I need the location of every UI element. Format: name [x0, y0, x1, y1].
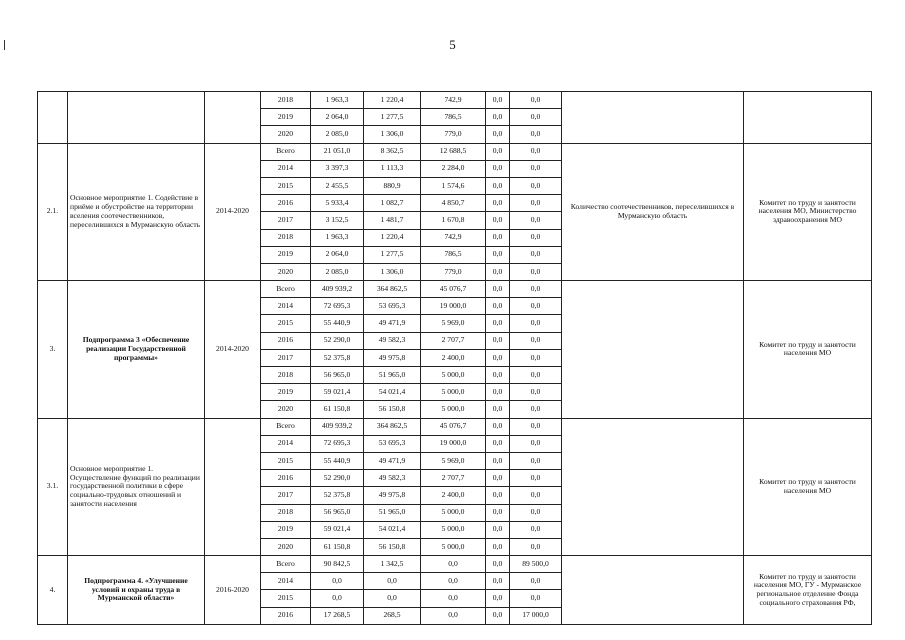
value-cell: 0,0: [486, 126, 510, 143]
value-cell: 0,0: [510, 538, 562, 555]
item-number: [38, 92, 68, 144]
value-cell: 364 862,5: [364, 281, 421, 298]
value-cell: 19 000,0: [421, 298, 486, 315]
value-cell: 0,0: [486, 195, 510, 212]
year-cell: 2017: [261, 212, 311, 229]
value-cell: 0,0: [486, 212, 510, 229]
value-cell: 49 975,8: [364, 349, 421, 366]
value-cell: 0,0: [510, 349, 562, 366]
value-cell: 0,0: [486, 315, 510, 332]
value-cell: 0,0: [421, 556, 486, 573]
value-cell: 49 582,3: [364, 470, 421, 487]
item-number: 3.: [38, 281, 68, 419]
item-title: [68, 92, 205, 144]
table-row: [38, 418, 872, 435]
value-cell: 5 000,0: [421, 504, 486, 521]
value-cell: 89 500,0: [510, 556, 562, 573]
value-cell: 0,0: [486, 556, 510, 573]
value-cell: 0,0: [421, 590, 486, 607]
year-cell: Всего: [261, 281, 311, 298]
value-cell: 0,0: [486, 109, 510, 126]
value-cell: 742,9: [421, 92, 486, 109]
value-cell: 0,0: [510, 212, 562, 229]
year-cell: 2019: [261, 384, 311, 401]
value-cell: 0,0: [510, 332, 562, 349]
value-cell: 5 000,0: [421, 384, 486, 401]
year-cell: 2020: [261, 538, 311, 555]
value-cell: 53 695,3: [364, 298, 421, 315]
target-indicator: [562, 281, 744, 419]
value-cell: 1 113,3: [364, 160, 421, 177]
value-cell: 52 290,0: [311, 470, 364, 487]
value-cell: 2 455,5: [311, 177, 364, 194]
value-cell: 1 306,0: [364, 263, 421, 280]
value-cell: 0,0: [486, 418, 510, 435]
value-cell: 0,0: [486, 298, 510, 315]
year-cell: 2015: [261, 315, 311, 332]
year-cell: Всего: [261, 556, 311, 573]
item-title: Основное мероприятие 1. Содействие в приёме и обустройстве на территории вселения соотечественников, переселившихся в Мурманскую область: [68, 143, 205, 281]
value-cell: 0,0: [486, 401, 510, 418]
value-cell: 0,0: [421, 573, 486, 590]
value-cell: 54 021,4: [364, 521, 421, 538]
value-cell: 5 000,0: [421, 401, 486, 418]
year-cell: 2020: [261, 401, 311, 418]
value-cell: 0,0: [510, 418, 562, 435]
table-row: [38, 143, 872, 160]
value-cell: 52 375,8: [311, 349, 364, 366]
item-period: [205, 92, 261, 144]
value-cell: 1 342,5: [364, 556, 421, 573]
program-funding-table: [37, 91, 872, 625]
value-cell: 2 707,7: [421, 332, 486, 349]
value-cell: 2 064,0: [311, 109, 364, 126]
value-cell: 1 963,3: [311, 92, 364, 109]
year-cell: 2018: [261, 92, 311, 109]
value-cell: 0,0: [510, 109, 562, 126]
value-cell: 0,0: [486, 263, 510, 280]
year-cell: 2018: [261, 229, 311, 246]
year-cell: Всего: [261, 418, 311, 435]
value-cell: 8 362,5: [364, 143, 421, 160]
value-cell: 49 471,9: [364, 452, 421, 469]
value-cell: 1 220,4: [364, 229, 421, 246]
value-cell: 0,0: [486, 452, 510, 469]
value-cell: 0,0: [486, 607, 510, 624]
value-cell: 1 082,7: [364, 195, 421, 212]
value-cell: 1 670,8: [421, 212, 486, 229]
value-cell: 1 963,3: [311, 229, 364, 246]
value-cell: 0,0: [421, 607, 486, 624]
value-cell: 0,0: [311, 573, 364, 590]
value-cell: 59 021,4: [311, 521, 364, 538]
year-cell: Всего: [261, 143, 311, 160]
value-cell: 21 051,0: [311, 143, 364, 160]
responsible-executor: Комитет по труду и занятости населения МО, Министерство здравоохранения МО: [744, 143, 872, 281]
value-cell: 45 076,7: [421, 281, 486, 298]
value-cell: 3 152,5: [311, 212, 364, 229]
value-cell: 0,0: [510, 315, 562, 332]
item-title: Подпрограмма 3 «Обеспечение реализации Государственной программы»: [68, 281, 205, 419]
value-cell: 2 085,0: [311, 126, 364, 143]
year-cell: 2015: [261, 177, 311, 194]
value-cell: 59 021,4: [311, 384, 364, 401]
value-cell: 1 220,4: [364, 92, 421, 109]
item-period: 2014-2020: [205, 281, 261, 419]
value-cell: 786,5: [421, 109, 486, 126]
responsible-executor: Комитет по труду и занятости населения МО, ГУ - Мурманское региональное отделение Фонда социального страхования РФ,: [744, 556, 872, 625]
value-cell: 0,0: [510, 143, 562, 160]
value-cell: 5 969,0: [421, 315, 486, 332]
item-period: [205, 418, 261, 556]
value-cell: 49 975,8: [364, 487, 421, 504]
value-cell: 51 965,0: [364, 504, 421, 521]
value-cell: 0,0: [486, 92, 510, 109]
value-cell: 0,0: [486, 521, 510, 538]
year-cell: 2016: [261, 607, 311, 624]
value-cell: 0,0: [486, 349, 510, 366]
year-cell: 2016: [261, 470, 311, 487]
value-cell: 0,0: [510, 504, 562, 521]
value-cell: 0,0: [510, 160, 562, 177]
value-cell: 0,0: [311, 590, 364, 607]
value-cell: 2 400,0: [421, 349, 486, 366]
value-cell: 72 695,3: [311, 298, 364, 315]
value-cell: 0,0: [486, 470, 510, 487]
year-cell: 2019: [261, 521, 311, 538]
page-number: 5: [449, 37, 456, 52]
value-cell: 2 284,0: [421, 160, 486, 177]
scan-edge-mark: [4, 40, 5, 50]
value-cell: 45 076,7: [421, 418, 486, 435]
value-cell: 0,0: [510, 177, 562, 194]
value-cell: 779,0: [421, 126, 486, 143]
table-row: [38, 92, 872, 109]
value-cell: 2 085,0: [311, 263, 364, 280]
value-cell: 0,0: [510, 487, 562, 504]
value-cell: 0,0: [510, 195, 562, 212]
value-cell: 0,0: [486, 143, 510, 160]
value-cell: 0,0: [486, 177, 510, 194]
year-cell: 2020: [261, 126, 311, 143]
item-number: 2.1.: [38, 143, 68, 281]
value-cell: 0,0: [486, 281, 510, 298]
target-indicator: [562, 556, 744, 625]
value-cell: 5 000,0: [421, 521, 486, 538]
year-cell: 2014: [261, 160, 311, 177]
item-title: Подпрограмма 4. «Улучшение условий и охраны труда в Мурманской области»: [68, 556, 205, 625]
table-row: [38, 556, 872, 573]
value-cell: 0,0: [486, 538, 510, 555]
table-row: [38, 281, 872, 298]
year-cell: 2015: [261, 452, 311, 469]
value-cell: 0,0: [486, 332, 510, 349]
value-cell: 61 150,8: [311, 538, 364, 555]
value-cell: 0,0: [510, 281, 562, 298]
value-cell: 0,0: [510, 367, 562, 384]
year-cell: 2019: [261, 246, 311, 263]
value-cell: 2 064,0: [311, 246, 364, 263]
value-cell: 0,0: [510, 590, 562, 607]
value-cell: 0,0: [364, 590, 421, 607]
value-cell: 0,0: [510, 263, 562, 280]
responsible-executor: Комитет по труду и занятости населения МО: [744, 281, 872, 419]
value-cell: 2 400,0: [421, 487, 486, 504]
value-cell: 53 695,3: [364, 435, 421, 452]
value-cell: 0,0: [510, 384, 562, 401]
value-cell: 1 306,0: [364, 126, 421, 143]
year-cell: 2017: [261, 487, 311, 504]
value-cell: 779,0: [421, 263, 486, 280]
table-body: [38, 92, 872, 625]
value-cell: 364 862,5: [364, 418, 421, 435]
responsible-executor: Комитет по труду и занятости населения МО: [744, 418, 872, 556]
value-cell: 0,0: [510, 229, 562, 246]
value-cell: 0,0: [510, 92, 562, 109]
value-cell: 55 440,9: [311, 452, 364, 469]
value-cell: 1 277,5: [364, 109, 421, 126]
year-cell: 2016: [261, 332, 311, 349]
year-cell: 2014: [261, 298, 311, 315]
value-cell: 2 707,7: [421, 470, 486, 487]
value-cell: 0,0: [486, 590, 510, 607]
value-cell: 56 150,8: [364, 401, 421, 418]
item-title: Основное мероприятие 1. Осуществление функций по реализации государственной политики в сфере социально-трудовых отношений и занятости населения: [68, 418, 205, 556]
value-cell: 0,0: [510, 573, 562, 590]
value-cell: 90 842,5: [311, 556, 364, 573]
value-cell: 3 397,3: [311, 160, 364, 177]
value-cell: 742,9: [421, 229, 486, 246]
value-cell: 0,0: [486, 487, 510, 504]
year-cell: 2014: [261, 435, 311, 452]
value-cell: 0,0: [510, 470, 562, 487]
value-cell: 0,0: [364, 573, 421, 590]
year-cell: 2016: [261, 195, 311, 212]
value-cell: 5 000,0: [421, 367, 486, 384]
value-cell: 409 939,2: [311, 281, 364, 298]
item-period: 2016-2020: [205, 556, 261, 625]
value-cell: 0,0: [486, 573, 510, 590]
year-cell: 2017: [261, 349, 311, 366]
value-cell: 0,0: [486, 160, 510, 177]
value-cell: 49 582,3: [364, 332, 421, 349]
value-cell: 72 695,3: [311, 435, 364, 452]
value-cell: 1 481,7: [364, 212, 421, 229]
value-cell: 0,0: [486, 384, 510, 401]
value-cell: 0,0: [510, 435, 562, 452]
value-cell: 5 000,0: [421, 538, 486, 555]
year-cell: 2018: [261, 504, 311, 521]
year-cell: 2020: [261, 263, 311, 280]
value-cell: 786,5: [421, 246, 486, 263]
value-cell: 17 268,5: [311, 607, 364, 624]
value-cell: 0,0: [510, 298, 562, 315]
value-cell: 61 150,8: [311, 401, 364, 418]
value-cell: 52 375,8: [311, 487, 364, 504]
value-cell: 54 021,4: [364, 384, 421, 401]
value-cell: 0,0: [510, 246, 562, 263]
value-cell: 0,0: [510, 401, 562, 418]
value-cell: 409 939,2: [311, 418, 364, 435]
value-cell: 51 965,0: [364, 367, 421, 384]
responsible-executor: [744, 92, 872, 144]
value-cell: 12 688,5: [421, 143, 486, 160]
value-cell: 5 969,0: [421, 452, 486, 469]
value-cell: 56 965,0: [311, 367, 364, 384]
item-period: 2014-2020: [205, 143, 261, 281]
value-cell: 880,9: [364, 177, 421, 194]
value-cell: 19 000,0: [421, 435, 486, 452]
target-indicator: [562, 92, 744, 144]
value-cell: 1 574,6: [421, 177, 486, 194]
year-cell: 2014: [261, 573, 311, 590]
value-cell: 268,5: [364, 607, 421, 624]
year-cell: 2018: [261, 367, 311, 384]
value-cell: 0,0: [486, 504, 510, 521]
value-cell: 56 965,0: [311, 504, 364, 521]
value-cell: 4 850,7: [421, 195, 486, 212]
value-cell: 56 150,8: [364, 538, 421, 555]
year-cell: 2015: [261, 590, 311, 607]
value-cell: 0,0: [486, 246, 510, 263]
value-cell: 52 290,0: [311, 332, 364, 349]
target-indicator: [562, 418, 744, 556]
item-number: 3.1.: [38, 418, 68, 556]
value-cell: 0,0: [486, 229, 510, 246]
year-cell: 2019: [261, 109, 311, 126]
item-number: 4.: [38, 556, 68, 625]
value-cell: 0,0: [510, 126, 562, 143]
value-cell: 1 277,5: [364, 246, 421, 263]
value-cell: 5 933,4: [311, 195, 364, 212]
target-indicator: Количество соотечественников, переселившихся в Мурманскую область: [562, 143, 744, 281]
value-cell: 0,0: [510, 452, 562, 469]
value-cell: 17 000,0: [510, 607, 562, 624]
value-cell: 0,0: [486, 435, 510, 452]
value-cell: 0,0: [510, 521, 562, 538]
value-cell: 55 440,9: [311, 315, 364, 332]
value-cell: 0,0: [486, 367, 510, 384]
value-cell: 49 471,9: [364, 315, 421, 332]
